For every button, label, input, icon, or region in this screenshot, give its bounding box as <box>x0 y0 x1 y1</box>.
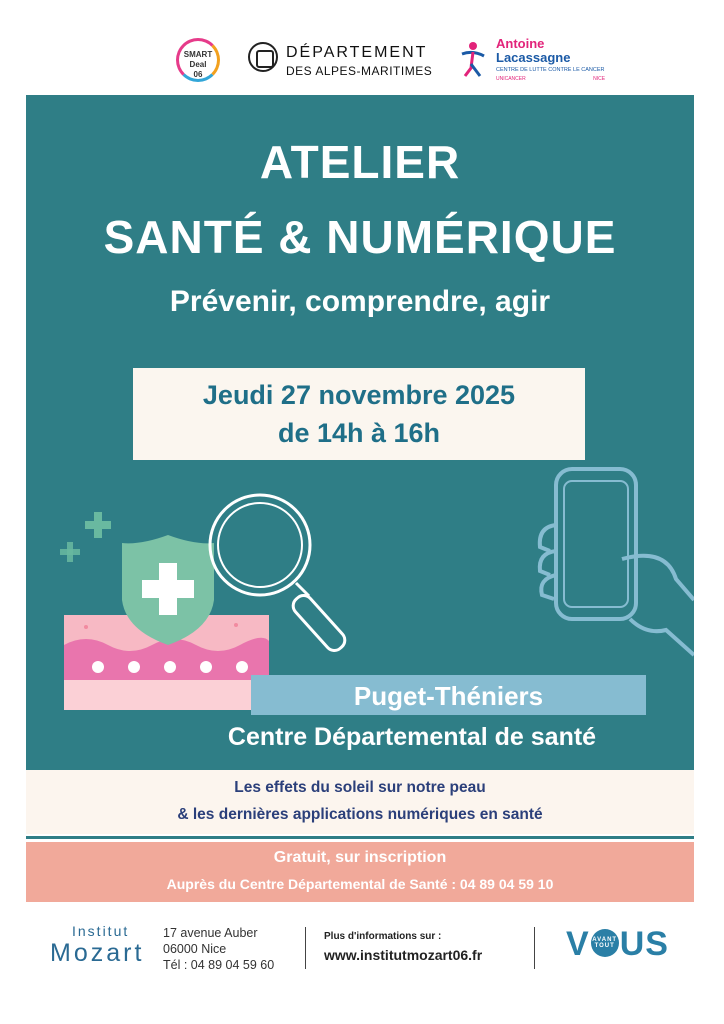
footer-divider <box>534 927 535 969</box>
location-name: Puget-Théniers <box>353 681 544 711</box>
lacassagne-name-first: Antoine <box>496 36 545 51</box>
departement-region: DES ALPES-MARITIMES <box>286 64 433 78</box>
smart-deal-logo <box>176 38 220 82</box>
vous-small-2: TOUT <box>594 943 615 949</box>
date-box <box>133 368 585 460</box>
smart-deal-text-2: Deal <box>189 60 207 69</box>
topic-line-1: Les effets du soleil sur notre peau <box>234 779 486 796</box>
lacassagne-figure-icon <box>460 40 486 78</box>
vous-o-badge <box>591 929 619 957</box>
registration-band <box>26 842 694 902</box>
registration-contact: Auprès du Centre Départemental de Santé : 04 89 04 59 10 <box>166 876 554 892</box>
lacassagne-name-last: Lacassagne <box>496 50 571 65</box>
more-info-label: Plus d'informations sur : <box>324 931 442 942</box>
title-line-2: SANTÉ & NUMÉRIQUE <box>103 211 617 263</box>
institut-label: Institut <box>72 923 130 939</box>
event-time: de 14h à 16h <box>277 418 441 448</box>
departement-name: DÉPARTEMENT <box>286 44 428 61</box>
vous-letter-v: V <box>566 925 590 963</box>
lacassagne-tagline <box>496 76 605 82</box>
vous-letters-us: US <box>619 925 669 963</box>
lacassagne-city: NICE <box>593 76 606 82</box>
mozart-logo: Mozart <box>50 939 145 967</box>
address-block <box>163 925 274 973</box>
address-phone: Tél : 04 89 04 59 60 <box>163 958 275 972</box>
website-link[interactable]: www.institutmozart06.fr <box>324 947 483 963</box>
vous-small-1: AVANT <box>592 937 618 943</box>
smart-deal-text-1: SMART <box>183 50 213 59</box>
location-band <box>251 675 646 715</box>
smart-deal-text-3: 06 <box>193 70 203 79</box>
footer-divider <box>305 927 306 969</box>
plus-sparkle-icon <box>60 512 111 562</box>
footer <box>0 915 724 985</box>
departement-emblem-icon <box>248 42 278 72</box>
topics-band <box>26 770 694 834</box>
registration-title: Gratuit, sur inscription <box>273 849 447 866</box>
title-line-1: ATELIER <box>259 136 461 188</box>
lacassagne-unicancer: UNICANCER <box>496 76 526 82</box>
poster-panel <box>26 95 694 770</box>
event-date: Jeudi 27 novembre 2025 <box>202 380 516 410</box>
partner-logos <box>0 34 724 90</box>
divider <box>26 836 694 839</box>
lacassagne-subtitle: CENTRE DE LUTTE CONTRE LE CANCER <box>496 67 605 73</box>
phone-in-hand-icon <box>540 469 694 655</box>
location-venue: Centre Départemental de santé <box>227 723 597 751</box>
lacassagne-logo <box>460 36 606 86</box>
vous-logo <box>566 925 669 964</box>
poster-subtitle: Prévenir, comprendre, agir <box>169 285 551 318</box>
address-street: 17 avenue Auber <box>163 926 258 940</box>
address-city: 06000 Nice <box>163 942 227 956</box>
topic-line-2: & les dernières applications numériques en santé <box>177 806 543 823</box>
